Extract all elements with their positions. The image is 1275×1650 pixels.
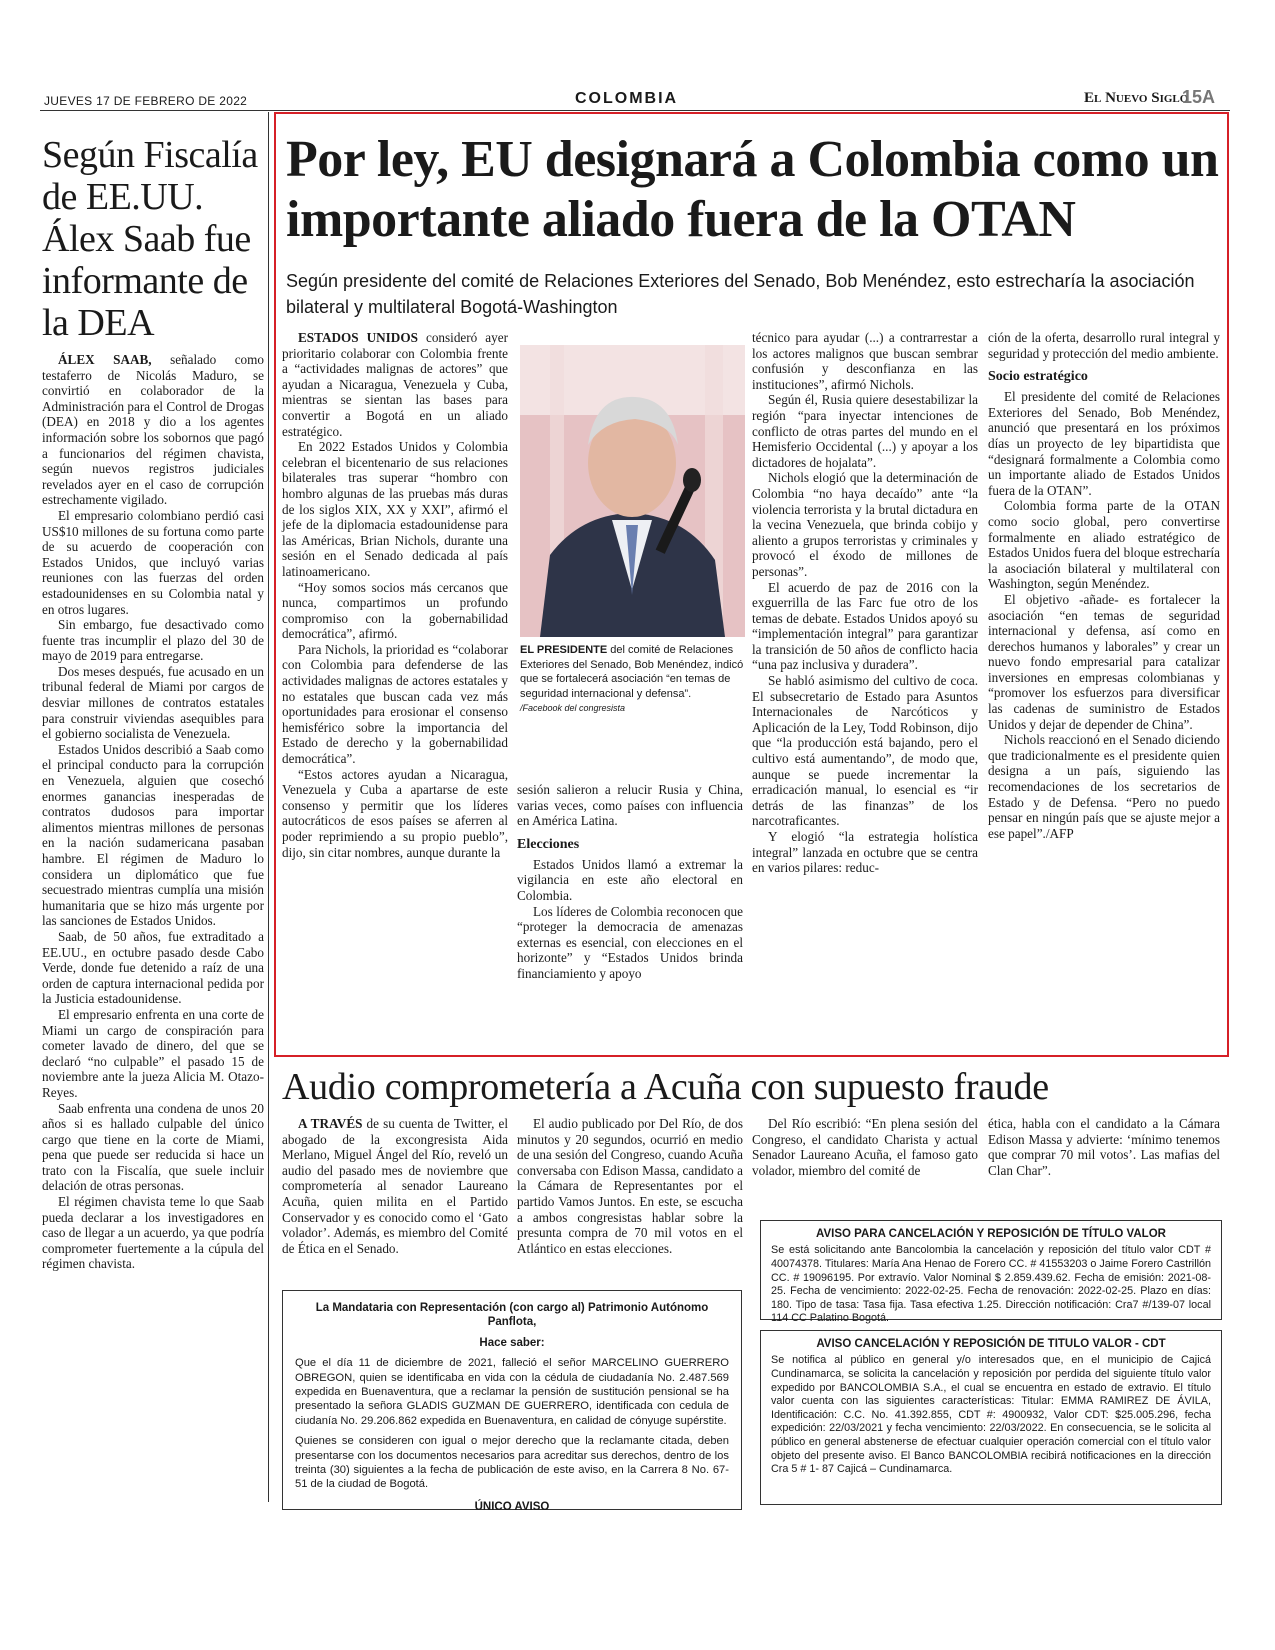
main-story-col-3	[752, 330, 978, 876]
legal-notice-pension	[282, 1290, 742, 1513]
main-story-c3-p1: técnico para ayudar (...) a contrarrestar a los actores malignos que buscan sembrar confusión y desconfianza en las instituciones”, afirmó Nichols.	[752, 330, 978, 392]
main-story-c3-p4: El acuerdo de paz de 2016 con la exguerrilla de las Farc fue otro de los temas de debate. Estados Unidos apoyó su “implementación integral” para garantizar la transición de 50 años de conflicto hacia “una paz inclusiva y duradera”.	[752, 579, 978, 673]
notice-pension-footer: ÚNICO AVISO	[474, 1500, 550, 1513]
issue-date: JUEVES 17 DE FEBRERO DE 2022	[44, 94, 248, 108]
page-number: 15A	[1182, 87, 1216, 107]
main-story-p3: “Hoy somos socios más cercanos que nunca, compartimos un profundo compromiso con la gobernabilidad democrática”, afirmó.	[282, 579, 508, 642]
main-story-title: Por ley, EU designará a Colombia como un importante aliado fuera de la OTAN	[286, 131, 1219, 248]
main-story-c4-p3: Colombia forma parte de la OTAN como socio global, pero convertirse formalmente en aliado estratégico de Estados Unidos fuera del bloque estrecharía la asociación bilateral y multilateral con Washington, según Menéndez.	[988, 498, 1220, 592]
side-story-p2: El empresario colombiano perdió casi US$10 millones de su fortuna como parte de su acuerdo de cooperación con Estados Unidos, que incluyó varias reuniones con las fuerzas del orden estadounidenses en su Colombia natal y en otros lugares.	[42, 507, 264, 617]
main-story-col-1	[282, 330, 508, 860]
main-story-c3-p3: Nichols elogió que la determinación de Colombia “no haya decaído” ante “la violencia terrorista y la brutal dictadura en la vecina Venezuela, que brinda cobijo y aliento a grupos terroristas y criminales y provocó el éxodo de millones de personas”.	[752, 470, 978, 579]
side-story-p9: El régimen chavista teme lo que Saab pueda declarar a los investigadores en caso de llegar a un acuerdo, ya que podría comprometer fuertemente a la cúpula del régimen chavista.	[42, 1194, 264, 1272]
main-story-c3-p2: Según él, Rusia quiere desestabilizar la región “para inyectar intenciones de conflicto de otras partes del mundo en el Hemisferio Occidental (...) y apoyar a los dictadores de hojalata”.	[752, 392, 978, 470]
audio-story-col-4	[988, 1116, 1220, 1178]
main-story-c2-p1: sesión salieron a relucir Rusia y China, varias veces, como países con influencia en América Latina.	[517, 782, 743, 829]
notice-cdt-1-heading: AVISO PARA CANCELACIÓN Y REPOSICIÓN DE TÍTULO VALOR	[816, 1228, 1166, 1240]
main-story-p1: consideró ayer prioritario colaborar con Colombia frente a “actividades malignas de actores” que ayudan a Nicaragua, Venezuela y Cuba, mientras se sientan las bases para convertir a Bogotá en un aliado estratégico.	[282, 330, 508, 439]
subhead-elecciones: Elecciones	[517, 836, 580, 852]
subhead-socio-estrategico: Socio estratégico	[988, 369, 1088, 385]
caption-lead: EL PRESIDENTE	[520, 644, 608, 656]
side-story-p5: Estados Unidos describió a Saab como el principal conducto para la corrupción en Venezuela, alguien que cosechó enormes ganancias inesperadas de contratos dudosos para importar alimentos mientras millones de personas en la nación sudamericana pasaban hambre. El régimen de Maduro lo considera un diplomático que fue secuestrado mientras cumplía una misión humanitaria que se hizo más urgente por las sanciones de Estados Unidos.	[42, 741, 264, 929]
side-story-p4: Dos meses después, fue acusado en un tribunal federal de Miami por cargos de desviar millones de contratos estatales para construir viviendas asequibles para el gobierno socialista de Venezuela.	[42, 663, 264, 742]
legal-notice-cdt-2	[760, 1330, 1222, 1505]
main-story-col-2	[517, 782, 743, 982]
senator-photo	[520, 345, 745, 637]
audio-story-p1: de su cuenta de Twitter, el abogado de la excongresista Aida Merlano, Miguel Ángel del Río, reveló un audio del pasado mes de noviembre que comprometería al senador Laureano Acuña, quien milita en el Partido Conservador y es conocido como el ‘Gato volador’. Además, es miembro del Comité de Ética en el Senado.	[282, 1116, 508, 1256]
photo-credit: /Facebook del congresista	[520, 703, 626, 713]
side-story-p7: El empresario enfrenta en una corte de Miami un cargo de conspiración para cometer lavado de dinero, del que se declaró “no culpable” el pasado 15 de noviembre ante la jueza Alicia M. Otazo-Reyes.	[42, 1006, 264, 1100]
audio-story-col-3	[752, 1116, 978, 1178]
notice-pension-heading: La Mandataria con Representación (con cargo al) Patrimonio Autónomo Panflota,	[315, 1302, 709, 1329]
notice-pension-subheading: Hace saber:	[479, 1336, 545, 1349]
main-story-c2-p3: Los líderes de Colombia reconocen que “proteger la democracia de amenazas externas es esencial, con elecciones en el horizonte” y “Estados Unidos brinda financiamiento y apoyo	[517, 903, 743, 981]
notice-pension-p2: Quienes se consideren con igual o mejor derecho que la reclamante citada, deben presentarse con los documentos necesarios para acreditar sus derechos, dentro de los treinta (30) siguientes a la fecha de publicación de este aviso, en la Carrera 8 No. 67-51 de la ciudad de Bogotá.	[295, 1435, 729, 1491]
legal-notice-cdt-1	[760, 1220, 1222, 1325]
side-story-title: Según Fiscalía de EE.UU. Álex Saab fue informante de la DEA	[42, 134, 258, 344]
side-story-body	[42, 352, 264, 1272]
side-story-p6: Saab, de 50 años, fue extraditado a EE.UU., en octubre pasado desde Cabo Verde, donde fue detenido a raíz de una orden de captura internacional pedida por la Justicia estadounidense.	[42, 928, 264, 1007]
main-story-c3-p5: Se habló asimismo del cultivo de coca. El subsecretario de Estado para Asuntos Internacionales de Narcóticos y Aplicación de la Ley, Todd Robinson, dijo que “la producción está bajando, pero el cultivo está aumentando”, de modo que, aunque se puede incrementar la erradicación manual, lo esencial es “ir detrás de las finanzas” de los narcotraficantes.	[752, 673, 978, 829]
photo-caption	[520, 643, 745, 716]
main-story-lead: ESTADOS UNIDOS	[298, 330, 418, 345]
notice-pension-p1: Que el día 11 de diciembre de 2021, falleció el señor MARCELINO GUERRERO OBREGON, quien se identificaba en vida con la cédula de ciudadanía No. 2.487.569 expedida en Buenaventura, que a reclamar la pensión de sustitución pensional se ha presentado la señora GLADIS GUZMAN DE GUERRERO, identificada con cedula de ciudanía No. 29.206.862 expedida en Buenaventura, en calidad de cónyuge supérstite.	[295, 1357, 729, 1427]
main-story-p2: En 2022 Estados Unidos y Colombia celebran el bicentenario de sus relaciones bilaterales tras superar “hombro con hombro algunas de las pruebas más duras de los siglos XIX, XX y XXI”, afirmó el jefe de la diplomacia estadounidense para las Américas, Brian Nichols, durante una sesión en el Senado dedicada al país latinoamericano.	[282, 439, 508, 579]
main-story-c4-p5: Nichols reaccionó en el Senado diciendo que tradicionalmente es el presidente quien designa a un país, siguiendo las recomendaciones de los secretarios de Estado y de Defensa. “Pero no puedo pensar en ningún país que se ajuste mejor a ese papel”./AFP	[988, 732, 1220, 841]
audio-story-col-2	[517, 1116, 743, 1256]
notice-cdt-2-heading: AVISO CANCELACIÓN Y REPOSICIÓN DE TITULO VALOR - CDT	[816, 1338, 1166, 1350]
main-story-c4-p2: El presidente del comité de Relaciones Exteriores del Senado, Bob Menéndez, anunció que presentará en los próximos días un proyecto de ley bipartidista que “designará formalmente a Colombia como un importante aliado de Estados Unidos fuera de la OTAN”.	[988, 389, 1220, 498]
main-story-c3-p6: Y elogió “la estrategia holística integral” lanzada en octubre que se centra en varios pilares: reduc-	[752, 829, 978, 876]
main-story-p5: “Estos actores ayudan a Nicaragua, Venezuela y Cuba a apartarse de este consenso y permitir que los líderes autocráticos de esos países se aferren al poder reprimiendo a su propio pueblo”, dijo, sin citar nombres, aunque durante la	[282, 766, 508, 860]
main-story-p4: Para Nichols, la prioridad es “colaborar con Colombia para defenderse de las actividades malignas de actores estatales y no estatales que buscan cada vez más oportunidades para erosionar el consenso hemisférico sobre la importancia del Estado de derecho y la gobernabilidad democrática”.	[282, 641, 508, 767]
side-story-lead: ÁLEX SAAB,	[58, 352, 152, 367]
main-story-col-4	[988, 330, 1220, 841]
side-story-p1: señalado como testaferro de Nicolás Maduro, se convirtió en colaborador de la Administración para el Control de Drogas (DEA) en 2018 y dio a los agentes información sobre los sobornos que pagó a funcionarios del régimen chavista, según nuevos registros judiciales revelados ayer en el caso de corrupción estrechamente vigilado.	[42, 352, 264, 508]
side-story-p8: Saab enfrenta una condena de unos 20 años si es hallado culpable del único cargo que tiene en la corte de Miami, pena que puede ser reducida si hace un trato con la Fiscalía, que suele incluir delación de otras personas.	[42, 1100, 264, 1194]
notice-cdt-1-body: Se está solicitando ante Bancolombia la cancelación y reposición del título valor CDT # 40074378. Titulares: María Ana Henao de Forero CC. # 41553203 o Jaime Forero Castrillón CC. # 19096195. Por extravío. Valor Nominal $ 2.859.439.62. Fecha de emisión: 2021-08-25. Fecha de vencimiento: 2022-02-25. Fecha de renovación: 2022-02-25. Plazo en días: 180. Tipo de tasa: Tasa fija. Tasa efectiva 1.25. Dirección notificación: Cra7 #/139-07 local 114 CC Palatino Bogotá.	[771, 1244, 1211, 1325]
caption-text: del comité de Relaciones Exteriores del Senado, Bob Menéndez, indicó que se fortalecerá asociación “en temas de seguridad internacional y defensa”.	[520, 644, 744, 700]
main-story-c2-p2: Estados Unidos llamó a extremar la vigilancia en este año electoral en Colombia.	[517, 856, 743, 903]
audio-story-col-1	[282, 1116, 508, 1256]
audio-story-p2: El audio publicado por Del Río, de dos minutos y 20 segundos, ocurrió en medio de una sesión del Congreso, cuando Acuña conversaba con Edison Massa, candidato a la Cámara de Representantes por el partido Vamos Juntos. En este, se escucha a ambos congresistas hablar sobre la presunta compra de 70 mil votos en el Atlántico en estas elecciones.	[517, 1116, 743, 1256]
senator-photo-image	[520, 345, 745, 637]
audio-story-title: Audio comprometería a Acuña con supuesto fraude	[282, 1066, 1049, 1108]
newspaper-name: El Nuevo Siglo	[1084, 90, 1189, 106]
audio-story-lead: A TRAVÉS	[298, 1116, 363, 1131]
main-story-subtitle: Según presidente del comité de Relaciones Exteriores del Senado, Bob Menéndez, esto estrecharía la asociación bilateral y multilateral Bogotá-Washington	[286, 271, 1195, 317]
main-story-c4-p1: ción de la oferta, desarrollo rural integral y seguridad y protección del medio ambiente.	[988, 330, 1220, 361]
section-name: COLOMBIA	[575, 90, 679, 107]
audio-story-p3: Del Río escribió: “En plena sesión del Congreso, el candidato Charista y actual Senador Laureano Acuña, el famoso gato volador, miembro del comité de	[752, 1116, 978, 1178]
notice-cdt-2-body: Se notifica al público en general y/o interesados que, en el municipio de Cajicá Cundinamarca, se solicita la cancelación y reposición por perdida del siguiente título valor expedido por BANCOLOMBIA S.A., el cual se encuentra en estado de extravio. El título valor cuenta con las siguientes características: Titular: EMMA RAMIREZ DE ÁVILA, Identificación: C.C. No. 41.392.855, CDT #: 4900932, Valor CDT: $25.005.296, fecha expedición: 22/03/2021 y fecha vencimiento: 22/03/2022. En consecuencia, se le solicita al público en general abstenerse de efectuar cualquier operación comercial con el título valor objeto del presente aviso. El Banco BANCOLOMBIA recibirá notificaciones en la dirección Cra 5 # 1- 87 Cajicá – Cundinamarca.	[771, 1354, 1211, 1476]
side-story-p3: Sin embargo, fue desactivado como fuente tras incumplir el plazo del 30 de mayo de 2019 para entregarse.	[42, 617, 264, 664]
top-rule	[40, 110, 1230, 111]
main-story-c4-p4: El objetivo -añade- es fortalecer la asociación “en temas de seguridad internacional y defensa, así como en derechos humanos y laborales” y crear un nuevo fondo empresarial para catalizar inversiones en empresas colombianas y “promover los esfuerzos para diversificar las cadenas de suministro de Estados Unidos y dejar de depender de China”.	[988, 591, 1220, 732]
column-divider	[268, 112, 269, 1502]
audio-story-p4: ética, habla con el candidato a la Cámara Edison Massa y advierte: ‘mínimo tenemos que comprar 70 mil votos’. Las mafias del Clan Char”.	[988, 1116, 1220, 1178]
